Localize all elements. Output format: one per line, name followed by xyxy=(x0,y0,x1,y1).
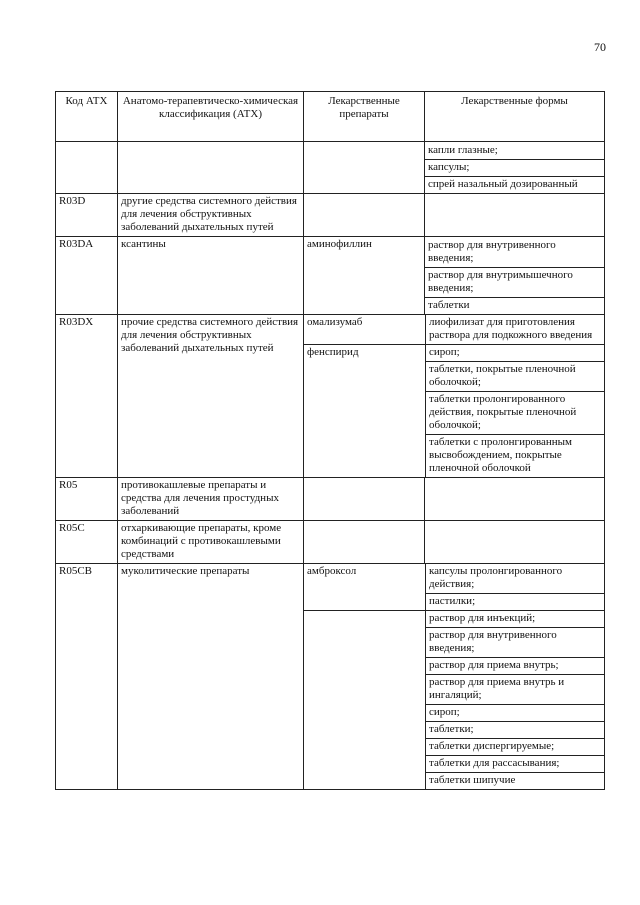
form-item: раствор для приема внутрь и ингаляций; xyxy=(426,674,604,704)
atx-name: ксантины xyxy=(118,237,304,315)
form-item: лиофилизат для приготовления раствора для подкожного введения xyxy=(429,316,593,341)
drug-name: амброксол xyxy=(304,564,426,610)
table-row xyxy=(56,194,605,237)
header-classification: Анатомо-терапевтическо-химическая классификация (АТХ) xyxy=(118,92,304,142)
atx-code: R03D xyxy=(56,194,118,237)
form-item: раствор для внутримышечного введения; xyxy=(425,267,604,297)
form-item: таблетки пролонгированного действия, покрытые пленочной оболочкой; xyxy=(426,391,604,434)
atx-code: R03DX xyxy=(56,315,118,478)
atx-code: R05 xyxy=(56,478,118,521)
form-item: таблетки с пролонгированным высвобождением, покрытые пленочной оболочкой xyxy=(426,434,604,477)
page-number: 70 xyxy=(594,40,606,54)
form-item: капли глазные; xyxy=(428,144,498,156)
form-item: раствор для приема внутрь; xyxy=(426,657,604,674)
table-row xyxy=(56,237,605,315)
atx-name: противокашлевые препараты и средства для лечения простудных заболеваний xyxy=(118,478,304,521)
form-item: таблетки; xyxy=(426,721,604,738)
drug-name: омализумаб xyxy=(304,315,426,344)
atx-name: муколитические препараты xyxy=(118,564,304,790)
form-item: капсулы пролонгированного действия; xyxy=(429,565,563,590)
form-item: таблетки диспергируемые; xyxy=(426,738,604,755)
atx-name: отхаркивающие препараты, кроме комбинаций с противокашлевыми средствами xyxy=(118,521,304,564)
form-item: капсулы; xyxy=(425,159,604,176)
header-forms: Лекарственные формы xyxy=(425,92,605,142)
header-drugs: Лекарственные препараты xyxy=(304,92,425,142)
form-item: раствор для инъекций; xyxy=(429,612,536,624)
form-item: раствор для внутривенного введения; xyxy=(426,627,604,657)
form-item: спрей назальный дозированный xyxy=(425,176,604,193)
atx-name: другие средства системного действия для лечения обструктивных заболеваний дыхательных путей xyxy=(118,194,304,237)
atx-name: прочие средства системного действия для лечения обструктивных заболеваний дыхательных путей xyxy=(118,315,304,478)
drug-name: аминофиллин xyxy=(304,237,425,315)
atx-code: R03DA xyxy=(56,237,118,315)
atx-table xyxy=(55,91,605,790)
form-item: таблетки, покрытые пленочной оболочкой; xyxy=(426,361,604,391)
table-row xyxy=(56,564,605,790)
form-item: сироп; xyxy=(426,704,604,721)
form-item: таблетки для рассасывания; xyxy=(426,755,604,772)
form-item: таблетки шипучие xyxy=(426,772,604,789)
atx-code: R05C xyxy=(56,521,118,564)
form-item: сироп; xyxy=(429,346,460,358)
form-item: раствор для внутривенного введения; xyxy=(428,239,556,264)
header-code: Код АТХ xyxy=(56,92,118,142)
atx-code: R05CB xyxy=(56,564,118,790)
table-row xyxy=(56,521,605,564)
form-item: таблетки xyxy=(425,297,604,314)
table-row xyxy=(56,142,605,194)
drug-name: фенспирид xyxy=(304,345,426,477)
table-header-row xyxy=(56,92,605,142)
form-item: пастилки; xyxy=(426,593,604,610)
table-row xyxy=(56,315,605,478)
table-row xyxy=(56,478,605,521)
